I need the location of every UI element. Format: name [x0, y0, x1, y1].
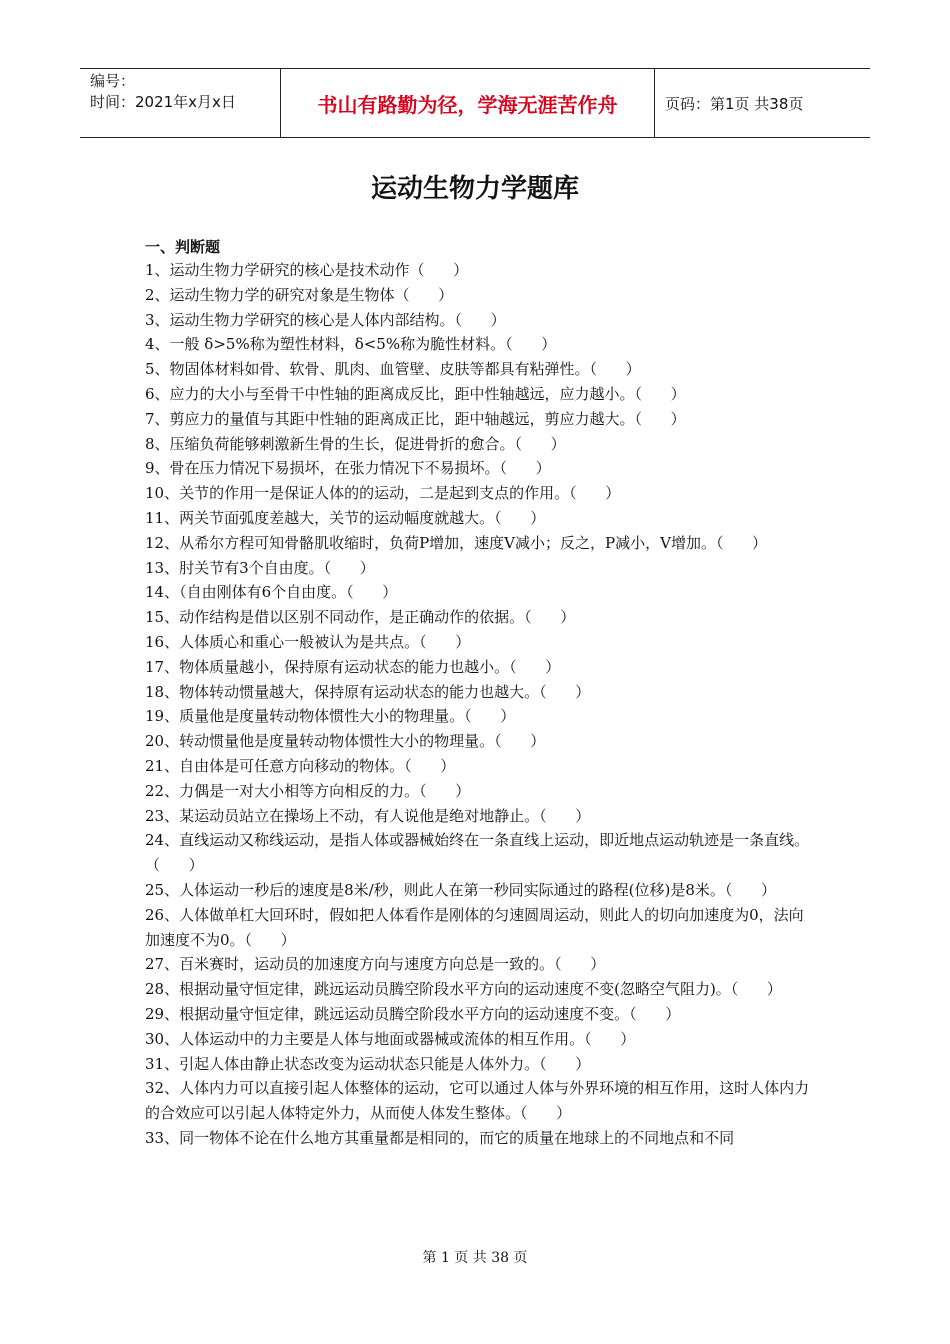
question-item: 18、物体转动惯量越大，保持原有运动状态的能力也越大。（ ） — [145, 682, 591, 701]
question-item: 19、质量他是度量转动物体惯性大小的物理量。（ ） — [145, 707, 516, 726]
question-item: 8、压缩负荷能够刺激新生骨的生长，促进骨折的愈合。（ ） — [145, 434, 566, 453]
question-item: 13、肘关节有3个自由度。（ ） — [145, 558, 375, 577]
question-item: 24、直线运动又称线运动，是指人体或器械始终在一条直线上运动，即近地点运动轨迹是一条直线。（ ） — [145, 831, 810, 875]
question-item: 10、关节的作用一是保证人体的的运动，二是起到支点的作用。（ ） — [145, 484, 621, 503]
question-item: 23、某运动员站立在操场上不动，有人说他是绝对地静止。（ ） — [145, 806, 591, 825]
question-item: 3、运动生物力学研究的核心是人体内部结构。（ ） — [145, 310, 506, 329]
question-item: 20、转动惯量他是度量转动物体惯性大小的物理量。（ ） — [145, 732, 546, 751]
question-item: 30、人体运动中的力主要是人体与地面或器械或流体的相互作用。（ ） — [145, 1029, 636, 1048]
question-item: 4、一般 δ>5%称为塑性材料，δ<5%称为脆性材料。（ ） — [145, 335, 557, 354]
question-item: 27、百米赛时，运动员的加速度方向与速度方向总是一致的。（ ） — [145, 955, 606, 974]
question-item: 15、动作结构是借以区别不同动作，是正确动作的依据。（ ） — [145, 608, 576, 627]
question-item: 21、自由体是可任意方向移动的物体。（ ） — [145, 756, 456, 775]
header-meta — [80, 69, 280, 137]
question-item: 25、人体运动一秒后的速度是8米/秒，则此人在第一秒同实际通过的路程(位移)是8米。（ ） — [145, 880, 777, 899]
question-item: 6、应力的大小与至骨干中性轴的距离成反比，距中性轴越远，应力越小。（ ） — [145, 384, 686, 403]
question-item: 32、人体内力可以直接引起人体整体的运动，它可以通过人体与外界环境的相互作用，这时人体内力的合效应可以引起人体特定外力，从而使人体发生整体。（ ） — [145, 1079, 810, 1123]
page-footer: 第 1 页 共 38 页 — [422, 1250, 528, 1266]
question-item: 11、两关节面弧度差越大，关节的运动幅度就越大。（ ） — [145, 508, 546, 527]
question-item: 33、同一物体不论在什么地方其重量都是相同的，而它的质量在地球上的不同地点和不同 — [145, 1128, 735, 1147]
header-motto: 书山有路勤为径，学海无涯苦作舟 — [280, 69, 655, 137]
question-item: 26、人体做单杠大回环时，假如把人体看作是刚体的匀速圆周运动，则此人的切向加速度为0，法向加速度不为0。（ ） — [145, 905, 804, 949]
question-item: 1、运动生物力学研究的核心是技术动作（ ） — [145, 261, 469, 279]
question-item: 16、人体质心和重心一般被认为是共点。（ ） — [145, 632, 471, 651]
question-item: 9、骨在压力情况下易损坏，在张力情况下不易损坏。（ ） — [145, 459, 551, 478]
question-item: 22、力偶是一对大小相等方向相反的力。（ ） — [145, 781, 471, 800]
header-page-info: 页码：第1页 共38页 — [665, 94, 804, 113]
question-item: 31、引起人体由静止状态改变为运动状态只能是人体外力。（ ） — [145, 1054, 591, 1073]
page-header — [80, 68, 870, 138]
section-title: 一、判断题 — [145, 238, 221, 256]
question-item: 28、根据动量守恒定律，跳远运动员腾空阶段水平方向的运动速度不变(忽略空气阻力)。（ ） — [145, 980, 782, 999]
question-item: 14、（自由刚体有6个自由度。（ ） — [145, 583, 398, 602]
question-item: 7、剪应力的量值与其距中性轴的距离成正比，距中轴越远，剪应力越大。（ ） — [145, 409, 686, 428]
question-item: 29、根据动量守恒定律，跳远运动员腾空阶段水平方向的运动速度不变。（ ） — [145, 1004, 681, 1023]
question-list — [145, 258, 810, 1151]
question-item: 17、物体质量越小，保持原有运动状态的能力也越小。（ ） — [145, 657, 561, 676]
document-title: 运动生物力学题库 — [370, 174, 579, 204]
question-item: 5、物固体材料如骨、软骨、肌肉、血管壁、皮肤等都具有粘弹性。（ ） — [145, 360, 641, 379]
question-item: 12、从希尔方程可知骨骼肌收缩时，负荷P增加，速度V减小；反之，P减小，V增加。（ ） — [145, 533, 768, 552]
number-label: 编号： — [90, 72, 136, 90]
date-label: 时间：2021年x月x日 — [90, 93, 236, 111]
question-item: 2、运动生物力学的研究对象是生物体（ ） — [145, 285, 454, 304]
